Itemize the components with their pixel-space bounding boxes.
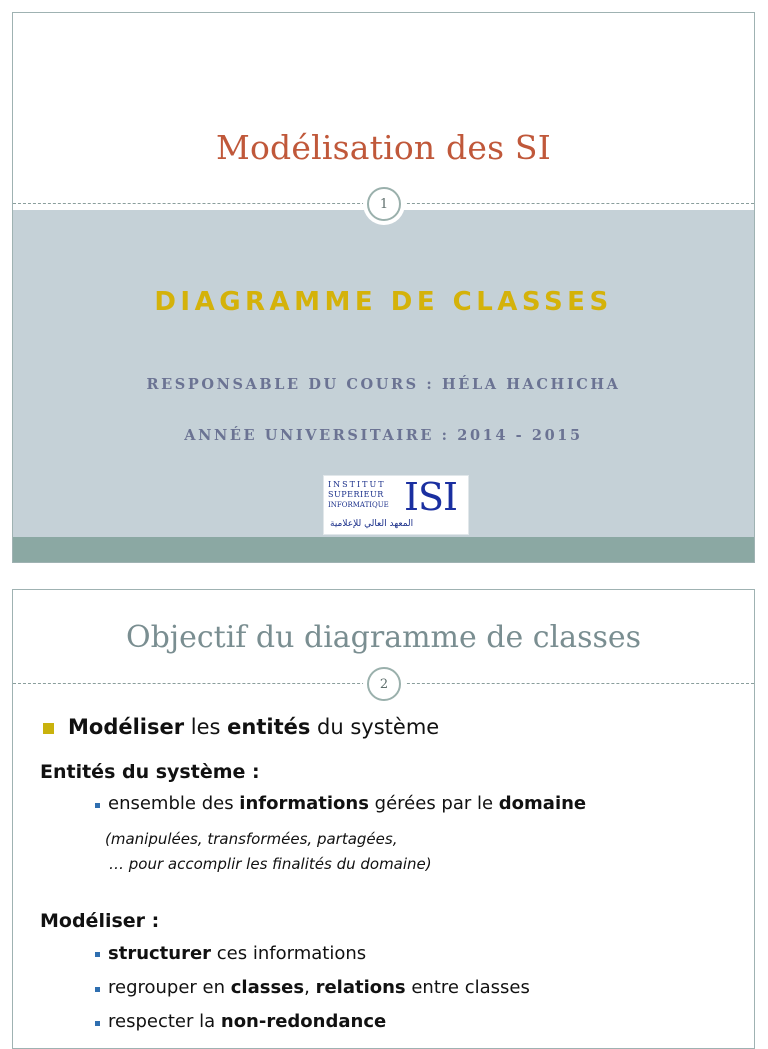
logo-acronym: ISI — [404, 475, 458, 519]
logo-line-1: INSTITUT — [328, 480, 386, 489]
item-informations — [108, 793, 586, 814]
bold-text: classes — [230, 977, 305, 998]
slide-1 — [12, 12, 755, 563]
section-entites: Entités du système : — [40, 761, 260, 783]
bold-text: Modéliser — [68, 715, 185, 739]
academic-year: ANNÉE UNIVERSITAIRE : 2014 - 2015 — [184, 427, 583, 444]
text: entre classes — [405, 977, 530, 998]
slide-1-heading: DIAGRAMME DE CLASSES — [154, 287, 613, 317]
logo-line-3: INFORMATIQUE — [328, 501, 389, 509]
slide-1-title: Modélisation des SI — [216, 128, 551, 167]
small-bullet-icon — [95, 987, 100, 992]
text: regrouper en — [108, 977, 231, 998]
course-responsible: RESPONSABLE DU COURS : HÉLA HACHICHA — [146, 376, 621, 393]
bold-text: non-redondance — [220, 1011, 387, 1032]
text: les — [184, 715, 228, 739]
text: gérées par le — [368, 793, 499, 814]
item-respecter — [108, 1011, 386, 1032]
bold-text: structurer — [108, 943, 212, 964]
bold-text: relations — [315, 977, 406, 998]
bold-text: entités — [227, 715, 311, 739]
page-number-badge: 1 — [367, 187, 401, 221]
small-bullet-icon — [95, 803, 100, 808]
slide-1-bottom-band — [13, 537, 754, 563]
slide-2 — [12, 589, 755, 1049]
text: , — [304, 977, 316, 998]
slide-2-title: Objectif du diagramme de classes — [125, 620, 642, 655]
text: respecter la — [108, 1011, 221, 1032]
text: ensemble des — [108, 793, 240, 814]
page-number-badge: 2 — [367, 667, 401, 701]
bullet-modeliser-entites — [68, 715, 439, 739]
small-bullet-icon — [95, 952, 100, 957]
logo-text-lines — [328, 480, 389, 510]
note-line-2: … pour accomplir les finalités du domaine) — [109, 855, 432, 873]
bold-text: informations — [239, 793, 369, 814]
note-line-1: (manipulées, transformées, partagées, — [105, 830, 398, 848]
text: du système — [310, 715, 440, 739]
bold-text: domaine — [498, 793, 587, 814]
square-bullet-icon — [43, 723, 54, 734]
isi-logo — [323, 475, 469, 535]
item-regrouper — [108, 977, 530, 998]
section-modeliser: Modéliser : — [40, 910, 160, 932]
item-structurer — [108, 943, 366, 964]
logo-arabic-name: المعهد العالي للإعلامية — [330, 519, 414, 529]
logo-line-2: SUPERIEUR — [328, 490, 384, 499]
slide-top-gap — [13, 51, 754, 67]
text: ces informations — [211, 943, 367, 964]
